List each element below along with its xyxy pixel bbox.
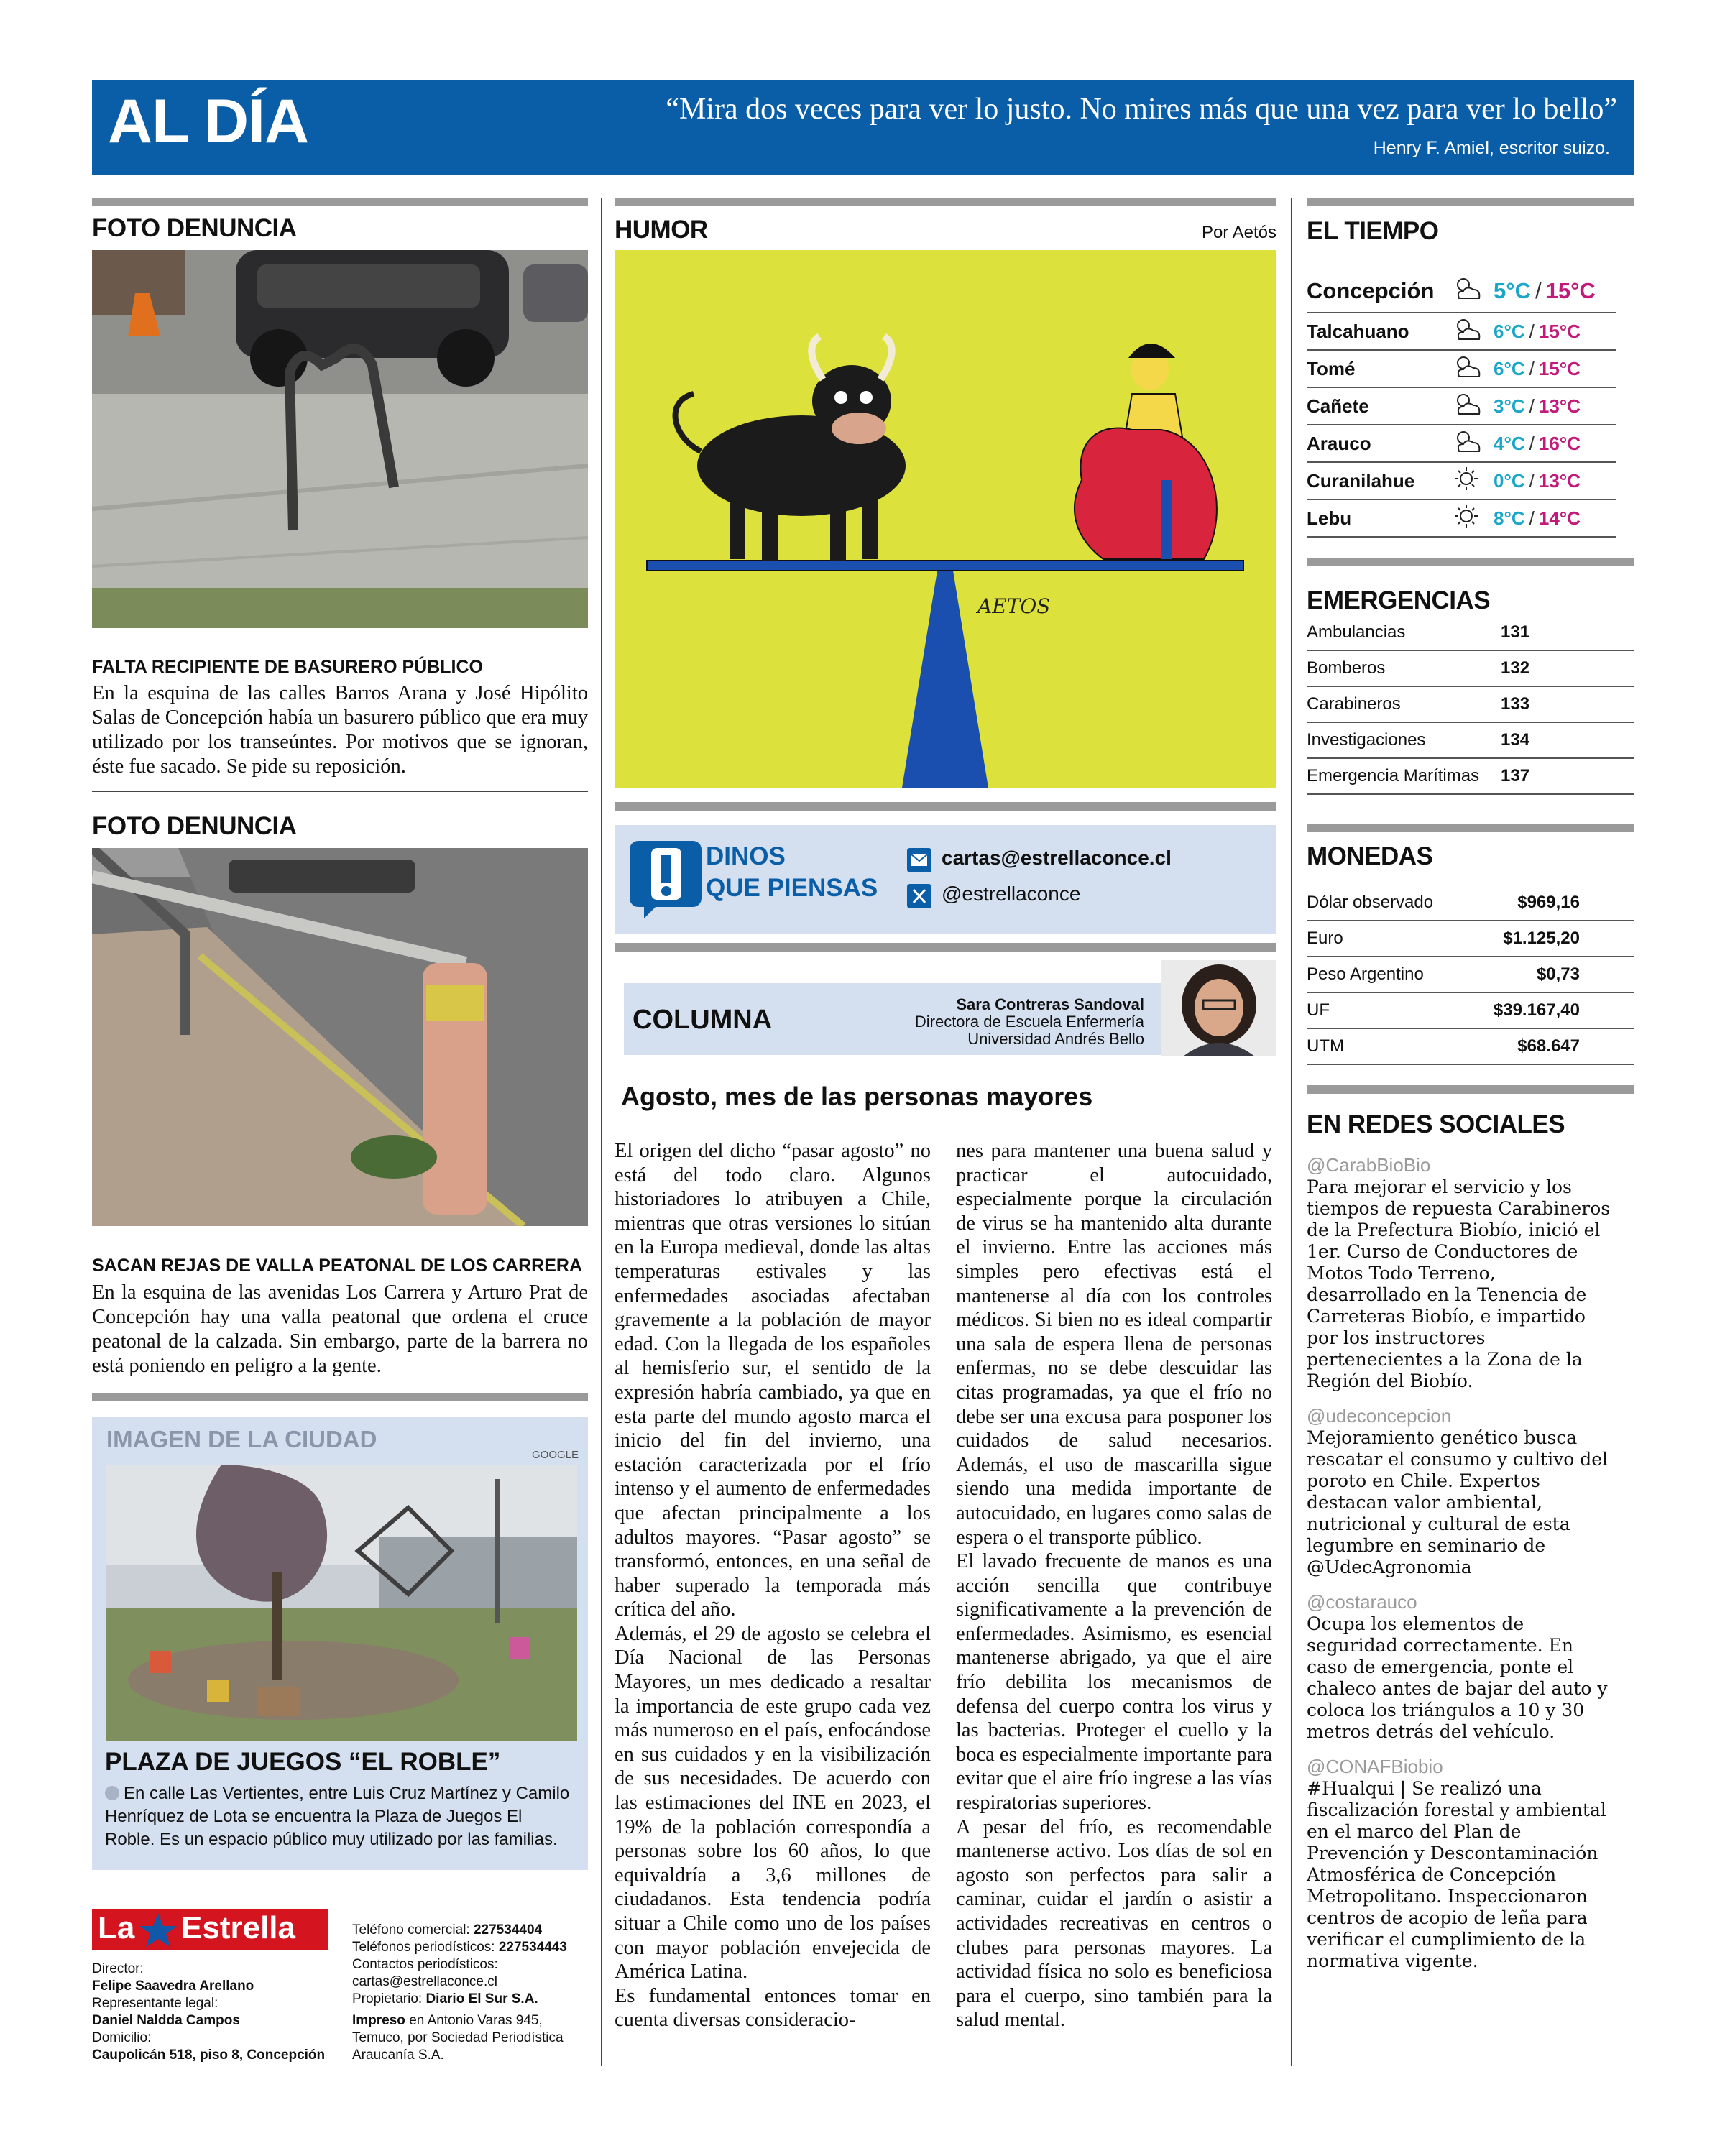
city: Curanilahue — [1307, 469, 1415, 492]
phone[interactable]: 137 — [1501, 766, 1530, 786]
weather-row: Cañete 3°C / 13°C — [1307, 388, 1616, 425]
columna-text-col2: nes para mantener una buena salud y practicar el autocuidado, especialmente porque la circulación de virus se ha mantenido alta durante el invierno. Entre las acciones más simples pero efectivas está el mantenerse al día con los controles médicos. Si bien no es ideal compartir una sala de espera llena de personas enfermas, no se debe descuidar las citas programadas, ya que el frío no debe ser una excusa para posponer los cuidados de salud necesarios. Además, el uso de mascarilla sigue siendo una medida importante de autocuidado, en lugares como salas de espera o el transporte público. El lavado frecuente de manos es una acción sencilla que contribuye significativamente a la prevención de enfermedades. Asimismo, es esencial mantenerse abrigado, ya que el aire frío debilita los mecanismos de defensa del cuerpo contra los virus y las bacterias. Proteger el cuello y la boca es especialmente importante para evitar que el aire frío ingrese a las vías respiratorias superiores. A pesar del frío, es recomendable mantenerse activo. Los días de sol en agosto son perfectos para salir a caminar, cuidar el jardín o asistir a actividades recreativas en centros o clubes para personas mayores. La actividad física no solo es beneficiosa para el cuerpo, sino también para la salud mental. — [956, 1140, 1272, 2032]
social-text: Ocupa los elementos de seguridad correctamente. En caso de emergencia, ponte el chaleco antes de bajar del auto y coloca los triángulos a 10 y 30 metros detrás del vehículo. — [1307, 1613, 1608, 1742]
partly-cloudy-icon — [1450, 352, 1494, 386]
bullet-dot — [105, 1786, 119, 1800]
columna-author-block — [862, 996, 1144, 1048]
temp-min: 6°C — [1494, 320, 1525, 342]
emergency-row — [1307, 723, 1634, 759]
social-post — [1307, 1154, 1616, 1392]
dinos-title — [706, 841, 878, 904]
section-rule — [1307, 1085, 1634, 1094]
plaza-title: PLAZA DE JUEGOS “EL ROBLE” — [105, 1748, 501, 1776]
currency-row — [1307, 921, 1634, 957]
imagen-ciudad-label: IMAGEN DE LA CIUDAD — [106, 1426, 377, 1452]
weather-row: Talcahuano 6°C / 15°C — [1307, 313, 1616, 351]
sun-icon — [1450, 464, 1494, 498]
temp-min: 0°C — [1494, 469, 1525, 492]
city: Talcahuano — [1307, 320, 1409, 342]
rate: $0,73 — [1536, 964, 1580, 984]
columna-role1: Directora de Escuela Enfermería — [914, 1013, 1144, 1031]
temp-max: 15°C — [1538, 320, 1581, 342]
weather-table — [1307, 270, 1616, 538]
city: Arauco — [1307, 432, 1371, 454]
dinos-x-handle[interactable]: @estrellaconce — [942, 883, 1081, 905]
tiempo-label: EL TIEMPO — [1307, 217, 1439, 245]
director-label: Director: — [92, 1961, 144, 1976]
currency: Peso Argentino — [1307, 964, 1424, 984]
section-rule — [1307, 198, 1634, 206]
photo-pedestrian-fence — [92, 848, 588, 1226]
temp-min: 5°C — [1494, 278, 1532, 303]
city: Lebu — [1307, 507, 1352, 529]
denuncia-1-text: En la esquina de las calles Barros Arana y José Hipólito Salas de Concepción había un basurero público que era muy utilizado por los transeúntes. Por motivos que se ignoran, éste fue sacado. Se pide su reposición. — [92, 682, 588, 778]
denuncia-1-title: FALTA RECIPIENTE DE BASURERO PÚBLICO — [92, 657, 484, 677]
partly-cloudy-icon — [1450, 315, 1494, 349]
rate: $1.125,20 — [1503, 929, 1580, 948]
rep-name: Daniel Naldda Campos — [92, 2013, 240, 2028]
contact-label: Contactos periodísticos: — [352, 1957, 498, 1972]
cartoon-signature: AETOS — [978, 594, 1051, 618]
social-post — [1307, 1405, 1616, 1578]
logo-la: La — [98, 1910, 135, 1945]
columna-label: COLUMNA — [632, 1005, 773, 1035]
humor-label: HUMOR — [615, 216, 708, 244]
dom-value: Caupolicán 518, piso 8, Concepción — [92, 2047, 326, 2063]
service: Investigaciones — [1307, 730, 1426, 750]
quote-author: Henry F. Amiel, escritor suizo. — [1373, 138, 1610, 158]
photo-plaza — [106, 1465, 577, 1741]
rep-label: Representante legal: — [92, 1996, 218, 2011]
social-post — [1307, 1756, 1616, 1972]
columna-text-col1: El origen del dicho “pasar agosto” no está del todo claro. Algunos historiadores lo atribuyen a Chile, mientras que otras versiones lo sitúan en la Europa medieval, donde las altas temperaturas estivales y las enfermedades asociadas afectaban gravemente a la población de mayor edad. Con la llegada de los españoles al hemisferio sur, el sentido de la expresión habría cambiado, ya que en esta parte del mundo agosto marca el inicio del fin del invierno, una estación caracterizada por el frío intenso y el aumento de enfermedades que afectan principalmente a los adultos mayores. “Pasar agosto” se transformó, entonces, en una señal de haber superado la temporada más crítica del año. Además, el 29 de agosto se celebra el Día Nacional de las Personas Mayores, un mes dedicado a resaltar la importancia de este grupo cada vez más numeroso en el país, enfocándose en sus cuidados y en la visibilización de sus necesidades. De acuerdo con las estimaciones del INE en 2023, el 19% de la población correspondía a personas sobre los 60 años, lo que equivaldría a 3,6 millones de ciudadanos. Esta tendencia podría situar a Chile como uno de los países con mayor población envejecida de América Latina. Es fundamental entonces tomar en cuenta diversas consideracio- — [615, 1140, 931, 2032]
currency-row — [1307, 993, 1634, 1029]
footer-staff — [92, 1961, 329, 2064]
temp-max: 13°C — [1538, 395, 1581, 417]
phone[interactable]: 131 — [1501, 622, 1530, 642]
divider — [92, 791, 588, 792]
social-handle[interactable]: @CarabBioBio — [1307, 1154, 1431, 1176]
redes-list — [1307, 1154, 1616, 1972]
section-rule — [92, 198, 588, 206]
plaza-text — [105, 1782, 572, 1851]
currency-row — [1307, 957, 1634, 993]
denuncia-2-text: En la esquina de las avenidas Los Carrera y Arturo Prat de Concepción hay una valla peatonal que ordena el cruce peatonal de la calzada. Sin embargo, parte de la barrera no está poniendo en peligro a la gente. — [92, 1281, 588, 1377]
monedas-table — [1307, 885, 1634, 1065]
exclamation-icon — [630, 841, 702, 918]
tel-per: 227534443 — [498, 1940, 567, 1955]
footer-contacts — [352, 1922, 589, 2064]
logo-estrella: Estrella — [181, 1910, 295, 1945]
temp-max: 14°C — [1538, 507, 1581, 529]
section-rule — [1307, 558, 1634, 566]
humor-byline: Por Aetós — [1201, 223, 1276, 242]
weather-row: Tomé 6°C / 15°C — [1307, 351, 1616, 388]
section-rule — [615, 802, 1276, 811]
tel-per-label: Teléfonos periodísticos: — [352, 1940, 495, 1955]
plaza-text-body: En calle Las Vertientes, entre Luis Cruz Martínez y Camilo Henríquez de Lota se encuentra la Plaza de Juegos El Roble. Es un espacio público muy utilizado por las familias. — [105, 1784, 570, 1849]
columna-role2: Universidad Andrés Bello — [967, 1030, 1144, 1048]
temp-max: 13°C — [1538, 469, 1581, 492]
email-icon — [907, 848, 932, 872]
phone[interactable]: 133 — [1501, 694, 1530, 714]
temp-min: 8°C — [1494, 507, 1525, 529]
emergencias-label: EMERGENCIAS — [1307, 586, 1491, 614]
header-quote: “Mira dos veces para ver lo justo. No mires más que una vez para ver lo bello” — [666, 93, 1617, 126]
print-info: en Antonio Varas 945, Temuco, por Sociedad Periodística Araucanía S.A. — [352, 2013, 564, 2063]
columna-headline: Agosto, mes de las personas mayores — [621, 1082, 1093, 1111]
service: Emergencia Marítimas — [1307, 766, 1480, 786]
service: Ambulancias — [1307, 622, 1406, 642]
service: Carabineros — [1307, 694, 1401, 714]
foto-denuncia-label: FOTO DENUNCIA — [92, 214, 297, 242]
tel-com-label: Teléfono comercial: — [352, 1922, 470, 1938]
city: Cañete — [1307, 395, 1369, 417]
column-divider — [601, 198, 602, 2066]
tel-com: 227534404 — [473, 1922, 543, 1938]
city: Concepción — [1307, 278, 1435, 303]
director-name: Felipe Saavedra Arellano — [92, 1978, 254, 1994]
redes-label: EN REDES SOCIALES — [1307, 1110, 1565, 1138]
emergency-row — [1307, 651, 1634, 687]
currency-row — [1307, 885, 1634, 921]
x-icon — [907, 884, 932, 908]
weather-row: Arauco 4°C / 16°C — [1307, 425, 1616, 463]
emergency-row — [1307, 759, 1634, 795]
temp-max: 15°C — [1545, 278, 1596, 303]
author-photo — [1162, 960, 1276, 1056]
section-rule — [615, 198, 1276, 206]
humor-cartoon — [615, 250, 1276, 788]
dom-label: Domicilio: — [92, 2030, 152, 2045]
currency: Euro — [1307, 929, 1343, 948]
partly-cloudy-icon — [1450, 274, 1494, 308]
social-post — [1307, 1591, 1616, 1743]
rate: $969,16 — [1517, 893, 1580, 912]
temp-min: 6°C — [1494, 357, 1525, 379]
service: Bomberos — [1307, 658, 1386, 678]
foto-denuncia-label: FOTO DENUNCIA — [92, 812, 297, 840]
currency-row — [1307, 1029, 1634, 1065]
social-handle[interactable]: @CONAFBiobio — [1307, 1756, 1443, 1777]
column-divider — [1291, 198, 1292, 2066]
partly-cloudy-icon — [1450, 427, 1494, 461]
dinos-email[interactable]: cartas@estrellaconce.cl — [942, 847, 1172, 869]
social-text: #Hualqui | Se realizó una fiscalización forestal y ambiental en el marco del Plan de Prevención y Descontaminación Atmosférica de Concepción Metropolitano. Inspeccionaron centros de acopio de leña para verificar el cumplimiento de la normativa vigente. — [1307, 1778, 1606, 1971]
photo-credit: GOOGLE — [532, 1449, 579, 1461]
weather-row: Curanilahue 0°C / 13°C — [1307, 463, 1616, 500]
columna-author: Sara Contreras Sandoval — [956, 995, 1144, 1013]
city: Tomé — [1307, 357, 1356, 379]
rate: $68.647 — [1517, 1036, 1580, 1056]
weather-row: Concepción 5°C / 15°C — [1307, 270, 1616, 313]
dinos-line1: DINOS — [706, 842, 786, 870]
temp-min: 4°C — [1494, 432, 1525, 454]
la-estrella-logo — [92, 1909, 328, 1950]
monedas-label: MONEDAS — [1307, 842, 1433, 870]
social-handle[interactable]: @udeconcepcion — [1307, 1405, 1452, 1427]
social-text: Mejoramiento genético busca rescatar el consumo y cultivo del poroto en Chile. Expertos destacan valor ambiental, nutricional y cultural de esta legumbre en seminario de @UdecAgronomia — [1307, 1427, 1608, 1577]
emergency-row — [1307, 687, 1634, 723]
print-label: Impreso — [352, 2013, 405, 2028]
contact-email[interactable]: cartas@estrellaconce.cl — [352, 1974, 497, 1989]
social-handle[interactable]: @costarauco — [1307, 1591, 1417, 1613]
section-title: AL DÍA — [108, 87, 309, 156]
currency: UF — [1307, 1000, 1330, 1020]
phone[interactable]: 132 — [1501, 658, 1530, 678]
section-rule — [615, 943, 1276, 952]
emergencias-table — [1307, 615, 1634, 795]
partly-cloudy-icon — [1450, 390, 1494, 423]
temp-max: 16°C — [1538, 432, 1581, 454]
emergency-row — [1307, 615, 1634, 651]
sun-icon — [1450, 502, 1494, 535]
currency: Dólar observado — [1307, 893, 1434, 912]
social-text: Para mejorar el servicio y los tiempos de repuesta Carabineros de la Prefectura Biobío, inició el 1er. Curso de Conductores de Motos Todo Terreno, desarrollado en la Tenencia de Carreteras Biobío, e impartido por los instructores pertenecientes a la Zona de la Región del Biobío. — [1307, 1176, 1611, 1391]
temp-min: 3°C — [1494, 395, 1525, 417]
photo-bike-rack — [92, 250, 588, 628]
dinos-line2: QUE PIENSAS — [706, 874, 878, 902]
owner: Diario El Sur S.A. — [426, 1991, 538, 2007]
section-rule — [1307, 824, 1634, 832]
section-rule — [92, 1393, 588, 1401]
denuncia-2-title: SACAN REJAS DE VALLA PEATONAL DE LOS CARRERA — [92, 1256, 583, 1276]
currency: UTM — [1307, 1036, 1344, 1056]
weather-row: Lebu 8°C / 14°C — [1307, 500, 1616, 538]
phone[interactable]: 134 — [1501, 730, 1530, 750]
rate: $39.167,40 — [1493, 1000, 1580, 1020]
owner-label: Propietario: — [352, 1991, 423, 2007]
temp-max: 15°C — [1538, 357, 1581, 379]
